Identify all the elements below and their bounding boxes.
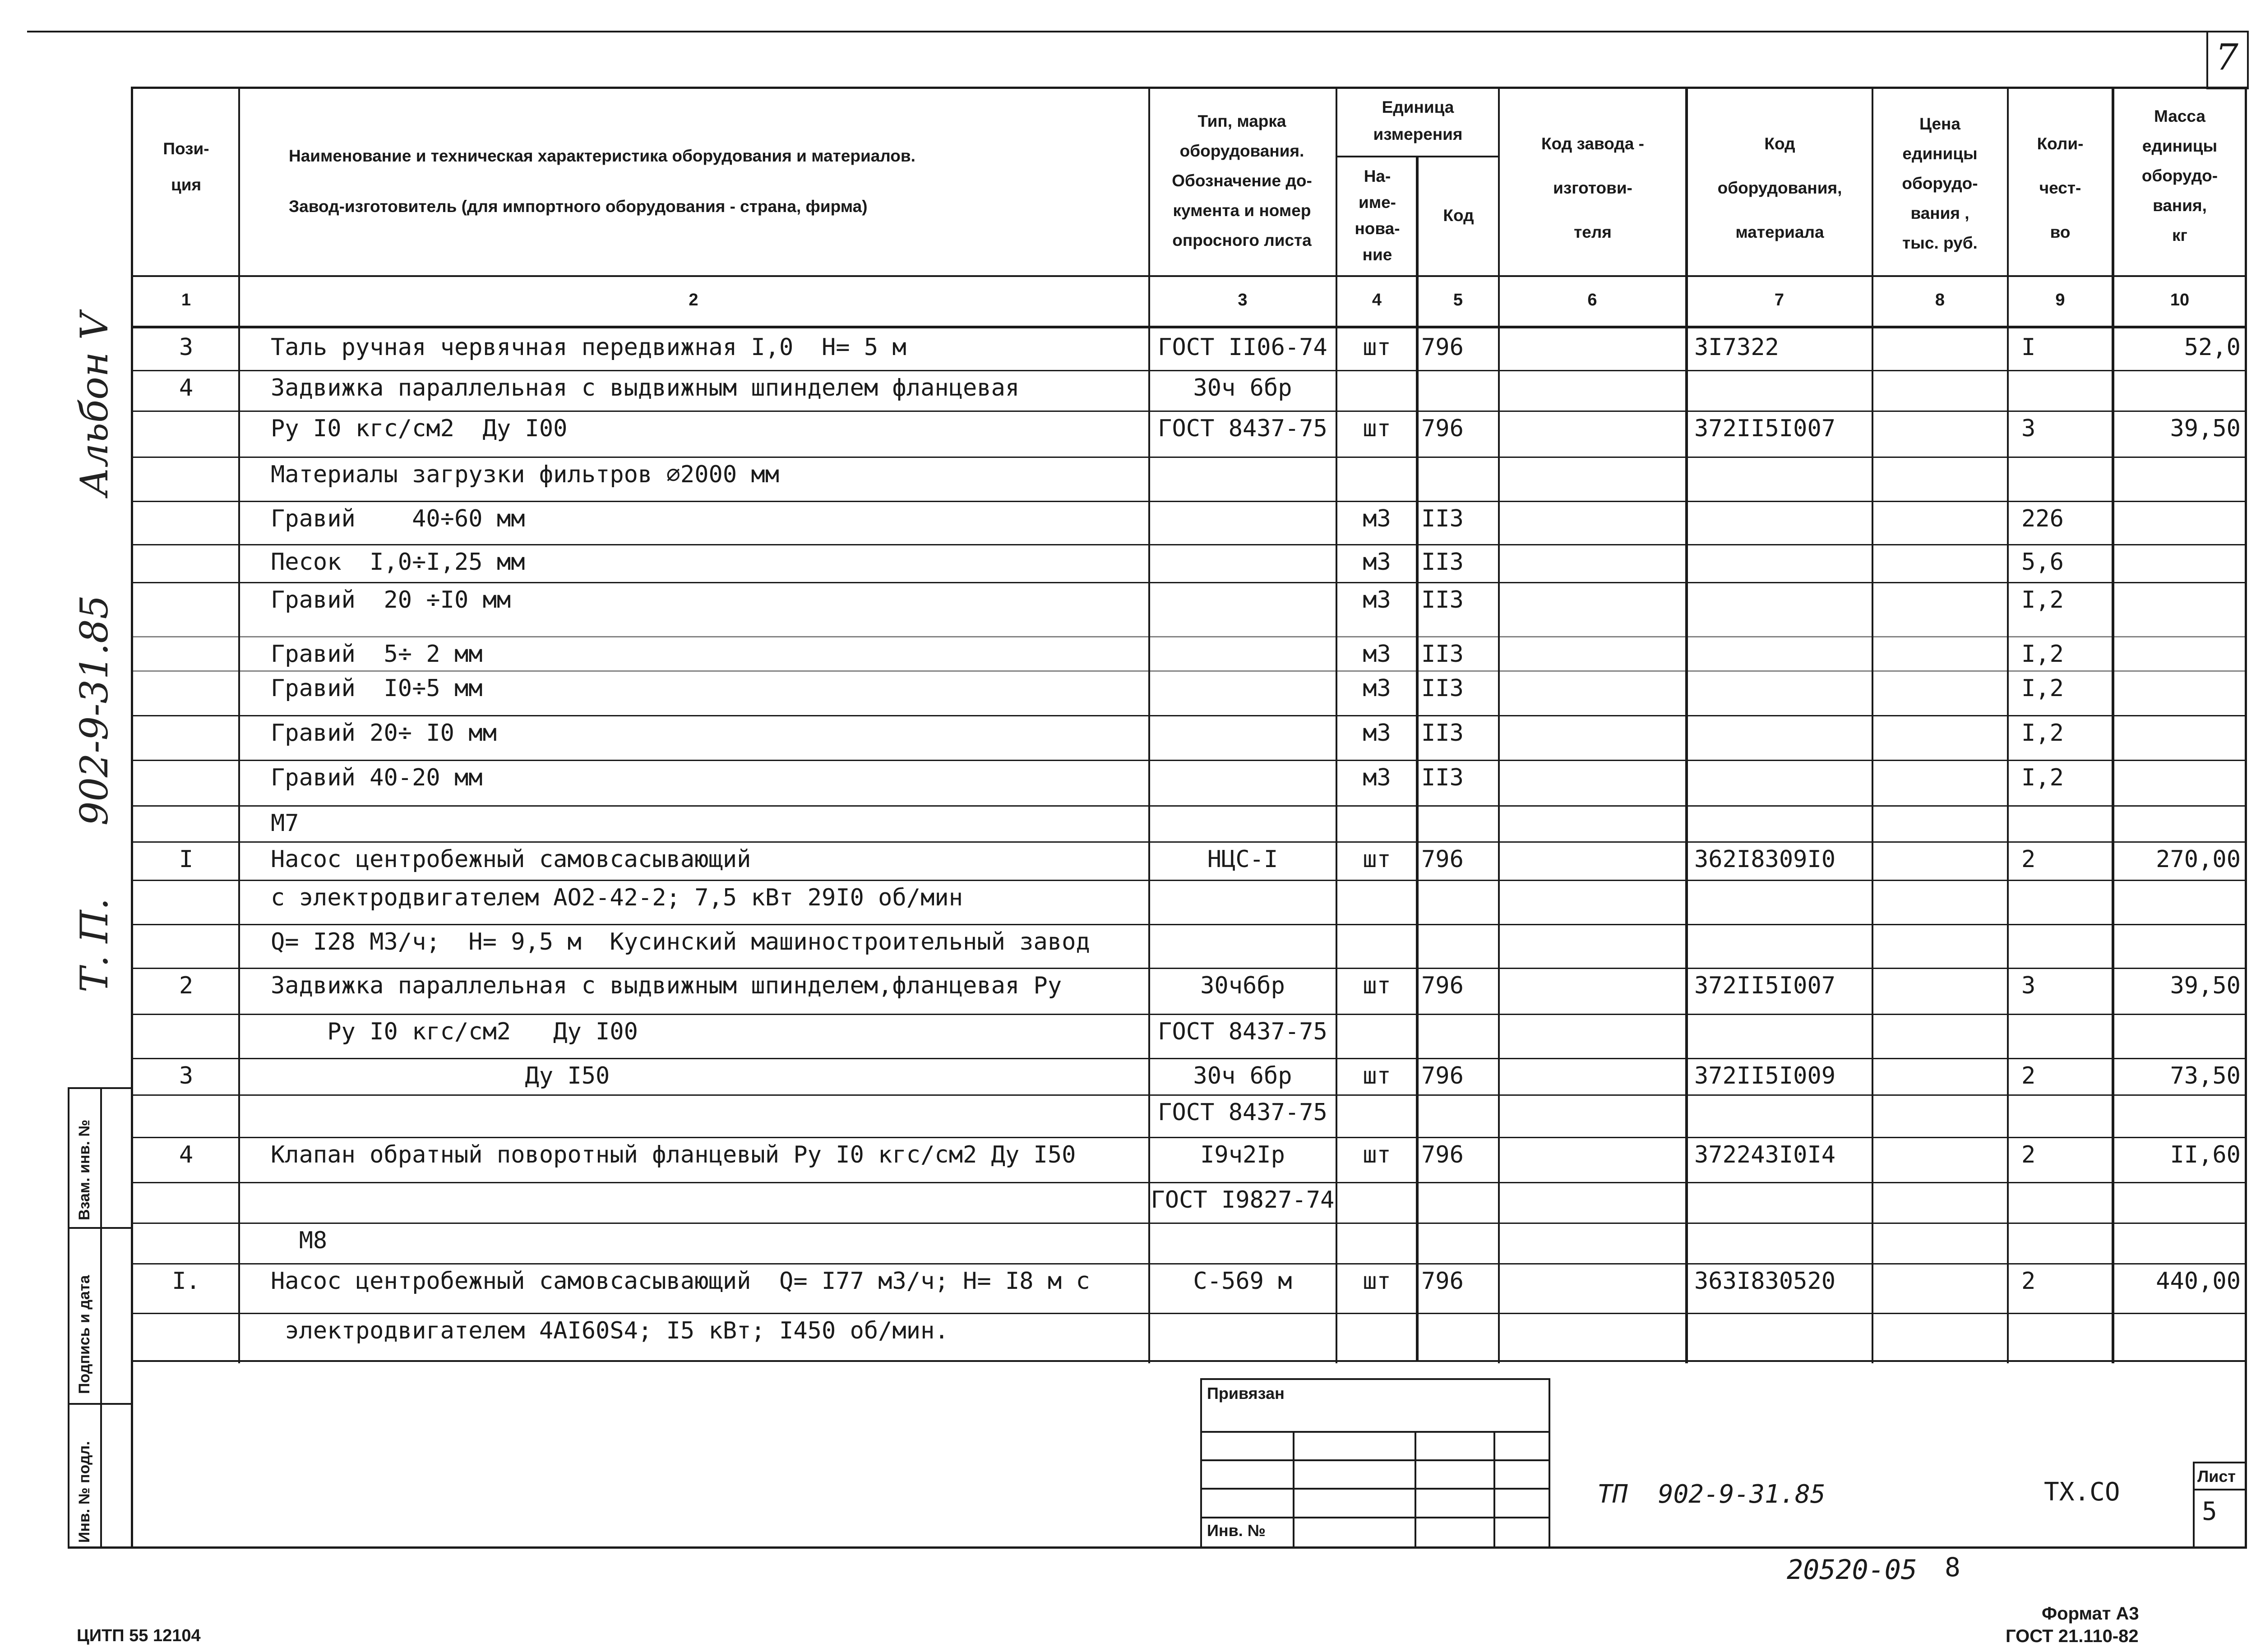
cell-pos: I [179, 846, 194, 873]
unit-group-line [1336, 156, 1500, 157]
stamp-sheet-value: 5 [2202, 1497, 2217, 1526]
row-rule [131, 582, 2247, 583]
colnum-10: 10 [2170, 291, 2190, 309]
cell-name: Гравий 40÷60 мм [271, 505, 525, 532]
cell-pos: 4 [179, 374, 194, 401]
col-sep-5 [1498, 87, 1500, 1363]
header-bottom [131, 275, 2247, 277]
cell-unit: шт [1363, 1062, 1391, 1089]
stamp-right [1549, 1378, 1550, 1547]
cell-mass: 39,50 [2170, 972, 2241, 999]
cell-qty: I,2 [2021, 586, 2064, 614]
header-col3: Тип, марка оборудования. Обозначение до- кумента и номер опросного листа [1172, 112, 1312, 249]
cell-name: Насос центробежный самовсасывающий [271, 846, 751, 873]
cell-code: 796 [1421, 1141, 1464, 1168]
cell-pos: 3 [179, 1062, 194, 1089]
cell-pos: I. [172, 1268, 200, 1295]
header-col9: Коли- чест- во [2037, 134, 2084, 241]
cell-unit: шт [1363, 1268, 1391, 1295]
cell-name: М8 [271, 1227, 328, 1254]
row-rule [131, 880, 2247, 881]
stamp-top [1200, 1378, 1550, 1380]
cell-mass: 52,0 [2184, 334, 2241, 361]
cell-qty: I [2021, 334, 2036, 361]
header-col6: Код завода - изготови- теля [1541, 134, 1644, 241]
colnum-1: 1 [181, 291, 191, 309]
cell-name: Клапан обратный поворотный фланцевый Ру I0 кгс/см2 Ду I50 [271, 1141, 1076, 1168]
cell-code: II3 [1421, 641, 1464, 668]
cell-name: Q= I28 М3/ч; Н= 9,5 м Кусинский машиностроительный завод [271, 928, 1090, 955]
side-stamp-top [68, 1087, 133, 1089]
cell-name: электродвигателем 4АI60S4; I5 кВт; I450 об/мин. [271, 1317, 949, 1344]
colnum-6: 6 [1587, 291, 1597, 309]
cell-name: Ру I0 кгс/см2 Ду I00 [271, 1018, 638, 1045]
cell-name: Гравий 20 ÷I0 мм [271, 586, 511, 614]
row-rule [131, 924, 2247, 925]
row-rule [131, 1263, 2247, 1264]
row-rule [131, 501, 2247, 502]
cell-name: Ру I0 кгс/см2 Ду I00 [271, 415, 568, 442]
cell-name: с электродвигателем АО2-42-2; 7,5 кВт 29I0 об/мин [271, 884, 963, 911]
cell-qty: I,2 [2021, 764, 2064, 791]
side-handwritten-album: Альбон V [72, 312, 116, 496]
cell-code: 796 [1421, 1268, 1464, 1295]
cell-code: 796 [1421, 1062, 1464, 1089]
cell-type: ГОСТ 8437-75 [1158, 1099, 1327, 1126]
cell-code: 796 [1421, 846, 1464, 873]
side-label-signature-date: Подпись и дата [76, 1275, 93, 1394]
cell-type: ГОСТ I9827-74 [1151, 1186, 1335, 1214]
cell-code: 796 [1421, 972, 1464, 999]
cell-name: Насос центробежный самовсасывающий Q= I77 м3/ч; Н= I8 м с [271, 1268, 1090, 1295]
side-handwritten-tp: Т. П. [72, 898, 116, 992]
cell-type: ГОСТ 8437-75 [1158, 415, 1327, 442]
colnum-4: 4 [1372, 291, 1382, 309]
cell-unit: шт [1363, 415, 1391, 442]
cell-type: 30ч6бр [1200, 972, 1285, 999]
row-rule [131, 370, 2247, 371]
row-rule [131, 715, 2247, 716]
row-rule [131, 841, 2247, 843]
header-col2: Наименование и техническая характеристика оборудования и материалов. Завод-изготовитель (для импортного оборудования - страна, фирма) [289, 147, 915, 216]
col-sep-2 [1148, 87, 1150, 1363]
table-body-end [131, 1360, 2247, 1362]
cell-type: I9ч2Iр [1200, 1141, 1285, 1168]
cell-type: ГОСТ 8437-75 [1158, 1018, 1327, 1045]
cell-mass: 73,50 [2170, 1062, 2241, 1089]
cell-qty: 226 [2021, 505, 2064, 532]
cell-unit: м3 [1363, 586, 1391, 614]
stamp-line-1 [1200, 1431, 1550, 1433]
row-rule [131, 544, 2247, 545]
cell-qty: 2 [2021, 1268, 2036, 1295]
cell-qty: 3 [2021, 972, 2036, 999]
row-rule [131, 1137, 2247, 1138]
cell-equip_code: 372243I0I4 [1694, 1141, 1836, 1168]
cell-name: Песок I,0÷I,25 мм [271, 549, 525, 576]
stamp-vert-3 [1493, 1431, 1495, 1547]
cell-unit: шт [1363, 1141, 1391, 1168]
side-stamp-left [68, 1087, 69, 1548]
stamp-sheet-label: Лист [2197, 1467, 2236, 1486]
cell-mass: 39,50 [2170, 415, 2241, 442]
table-bottom [68, 1546, 2247, 1549]
cell-code: 796 [1421, 415, 1464, 442]
colnum-9: 9 [2055, 291, 2065, 309]
cell-equip_code: 363I830520 [1694, 1268, 1836, 1295]
side-label-replace-inv: Взам. инв. № [76, 1119, 93, 1220]
cell-type: С-569 м [1193, 1268, 1292, 1295]
stamp-vert-1 [1293, 1431, 1294, 1547]
cell-unit: м3 [1363, 505, 1391, 532]
cell-qty: 2 [2021, 846, 2036, 873]
cell-mass: 440,00 [2156, 1268, 2241, 1295]
top-rule [27, 31, 2247, 32]
cell-name: Гравий I0÷5 мм [271, 675, 483, 702]
sheet-box-left [2193, 1462, 2195, 1547]
row-rule [131, 411, 2247, 412]
corner-box-right [2247, 31, 2249, 89]
stamp-doc-code: ТП 902-9-31.85 [1597, 1480, 1826, 1509]
sheet-box-top [2193, 1462, 2247, 1463]
col-sep-1 [238, 87, 240, 1363]
side-stamp-mid [100, 1087, 102, 1548]
cell-name: Гравий 5÷ 2 мм [271, 641, 483, 668]
cell-unit: шт [1363, 846, 1391, 873]
colnum-2: 2 [689, 291, 698, 309]
cell-name: Ду I50 [271, 1062, 610, 1089]
format-label: Формат А3 [2042, 1604, 2139, 1624]
stamp-bound-label: Привязан [1207, 1384, 1285, 1403]
col-sep-7 [1872, 87, 1873, 1363]
row-rule [131, 1313, 2247, 1314]
header-col5: Код [1443, 206, 1474, 225]
cell-qty: 2 [2021, 1141, 2036, 1168]
row-rule [131, 1182, 2247, 1183]
cell-qty: I,2 [2021, 675, 2064, 702]
cell-pos: 2 [179, 972, 194, 999]
cell-equip_code: 372II5I007 [1694, 415, 1836, 442]
cell-qty: 5,6 [2021, 549, 2064, 576]
col-sep-6 [1685, 87, 1688, 1363]
cell-name: Задвижка параллельная с выдвижным шпинделем фланцевая [271, 374, 1020, 401]
stamp-line-2 [1200, 1459, 1550, 1461]
archive-page: 8 [1945, 1552, 1960, 1583]
row-rule [131, 1058, 2247, 1059]
table-left [131, 87, 133, 1548]
cell-name: Таль ручная червячная передвижная I,0 Н= 5 м [271, 334, 906, 361]
cell-code: II3 [1421, 505, 1464, 532]
side-stamp-sep1 [68, 1227, 133, 1229]
side-handwritten-project-code: 902-9-31.85 [72, 595, 116, 826]
header-col10: Масса единицы оборудо- вания, кг [2141, 107, 2218, 245]
cell-unit: м3 [1363, 641, 1391, 668]
row-rule [131, 760, 2247, 761]
cell-unit: м3 [1363, 764, 1391, 791]
header-col7: Код оборудования, материала [1717, 134, 1842, 241]
stamp-inv-label: Инв. № [1207, 1521, 1266, 1540]
stamp-line-4 [1200, 1517, 1550, 1518]
cell-code: II3 [1421, 549, 1464, 576]
colnum-8: 8 [1935, 291, 1945, 309]
cell-unit: м3 [1363, 675, 1391, 702]
cell-unit: шт [1363, 972, 1391, 999]
cell-pos: 4 [179, 1141, 194, 1168]
cell-code: II3 [1421, 675, 1464, 702]
colnum-5: 5 [1453, 291, 1463, 309]
cell-type: 30ч 6бр [1193, 374, 1292, 401]
cell-code: II3 [1421, 764, 1464, 791]
colnum-7: 7 [1774, 291, 1784, 309]
stamp-left [1200, 1378, 1202, 1547]
stamp-line-3 [1200, 1488, 1550, 1490]
row-rule [131, 1014, 2247, 1015]
cell-name: Материалы загрузки фильтров ∅2000 мм [271, 461, 780, 488]
stamp-vert-2 [1415, 1431, 1416, 1547]
header-col1: Пози- ция [163, 139, 209, 194]
header-col4: На- име- нова- ние [1355, 167, 1400, 264]
cell-qty: I,2 [2021, 641, 2064, 668]
cell-type: 30ч 6бр [1193, 1062, 1292, 1089]
row-rule [131, 968, 2247, 969]
row-rule [131, 457, 2247, 458]
archive-number: 20520-05 [1787, 1554, 1917, 1586]
cell-mass: II,60 [2170, 1141, 2241, 1168]
cell-code: 796 [1421, 334, 1464, 361]
cell-qty: 3 [2021, 415, 2036, 442]
table-top [131, 87, 2247, 89]
side-stamp-sep2 [68, 1403, 133, 1405]
row-rule [131, 1223, 2247, 1224]
bottom-left-code: ЦИТП 55 12104 [77, 1626, 201, 1645]
header-col8: Цена единицы оборудо- вания , тыс. руб. [1902, 115, 1978, 252]
cell-qty: 2 [2021, 1062, 2036, 1089]
header-unit-group: Единица измерения [1373, 98, 1463, 143]
cell-unit: м3 [1363, 720, 1391, 747]
cell-unit: м3 [1363, 549, 1391, 576]
row-rule [131, 670, 2247, 672]
cell-name: М7 [271, 810, 299, 837]
cell-type: НЦС-I [1207, 846, 1278, 873]
cell-unit: шт [1363, 334, 1391, 361]
cell-equip_code: 372II5I009 [1694, 1062, 1836, 1089]
row-rule [131, 805, 2247, 807]
cell-name: Задвижка параллельная с выдвижным шпинделем,фланцевая Ру [271, 972, 1062, 999]
cell-code: II3 [1421, 586, 1464, 614]
cell-equip_code: 372II5I007 [1694, 972, 1836, 999]
cell-name: Гравий 40-20 мм [271, 764, 483, 791]
cell-code: II3 [1421, 720, 1464, 747]
sheet-number-corner: 7 [2215, 36, 2238, 78]
row-rule [131, 1094, 2247, 1096]
cell-pos: 3 [179, 334, 194, 361]
cell-equip_code: 3I7322 [1694, 334, 1779, 361]
cell-type: ГОСТ II06-74 [1158, 334, 1327, 361]
corner-box-left [2206, 31, 2208, 89]
cell-equip_code: 362I8309I0 [1694, 846, 1836, 873]
side-label-original-inv: Инв. № подл. [76, 1441, 93, 1543]
colnum-3: 3 [1238, 291, 1248, 309]
sheet-box-mid [2193, 1489, 2247, 1490]
row-rule [131, 636, 2247, 637]
col-sep-8 [2007, 87, 2009, 1363]
cell-name: Гравий 20÷ I0 мм [271, 720, 497, 747]
gost-footer: ГОСТ 21.110-82 [2006, 1626, 2139, 1646]
numbers-bottom [131, 326, 2247, 328]
cell-mass: 270,00 [2156, 846, 2241, 873]
cell-qty: I,2 [2021, 720, 2064, 747]
stamp-section: ТХ.СО [2044, 1477, 2120, 1507]
